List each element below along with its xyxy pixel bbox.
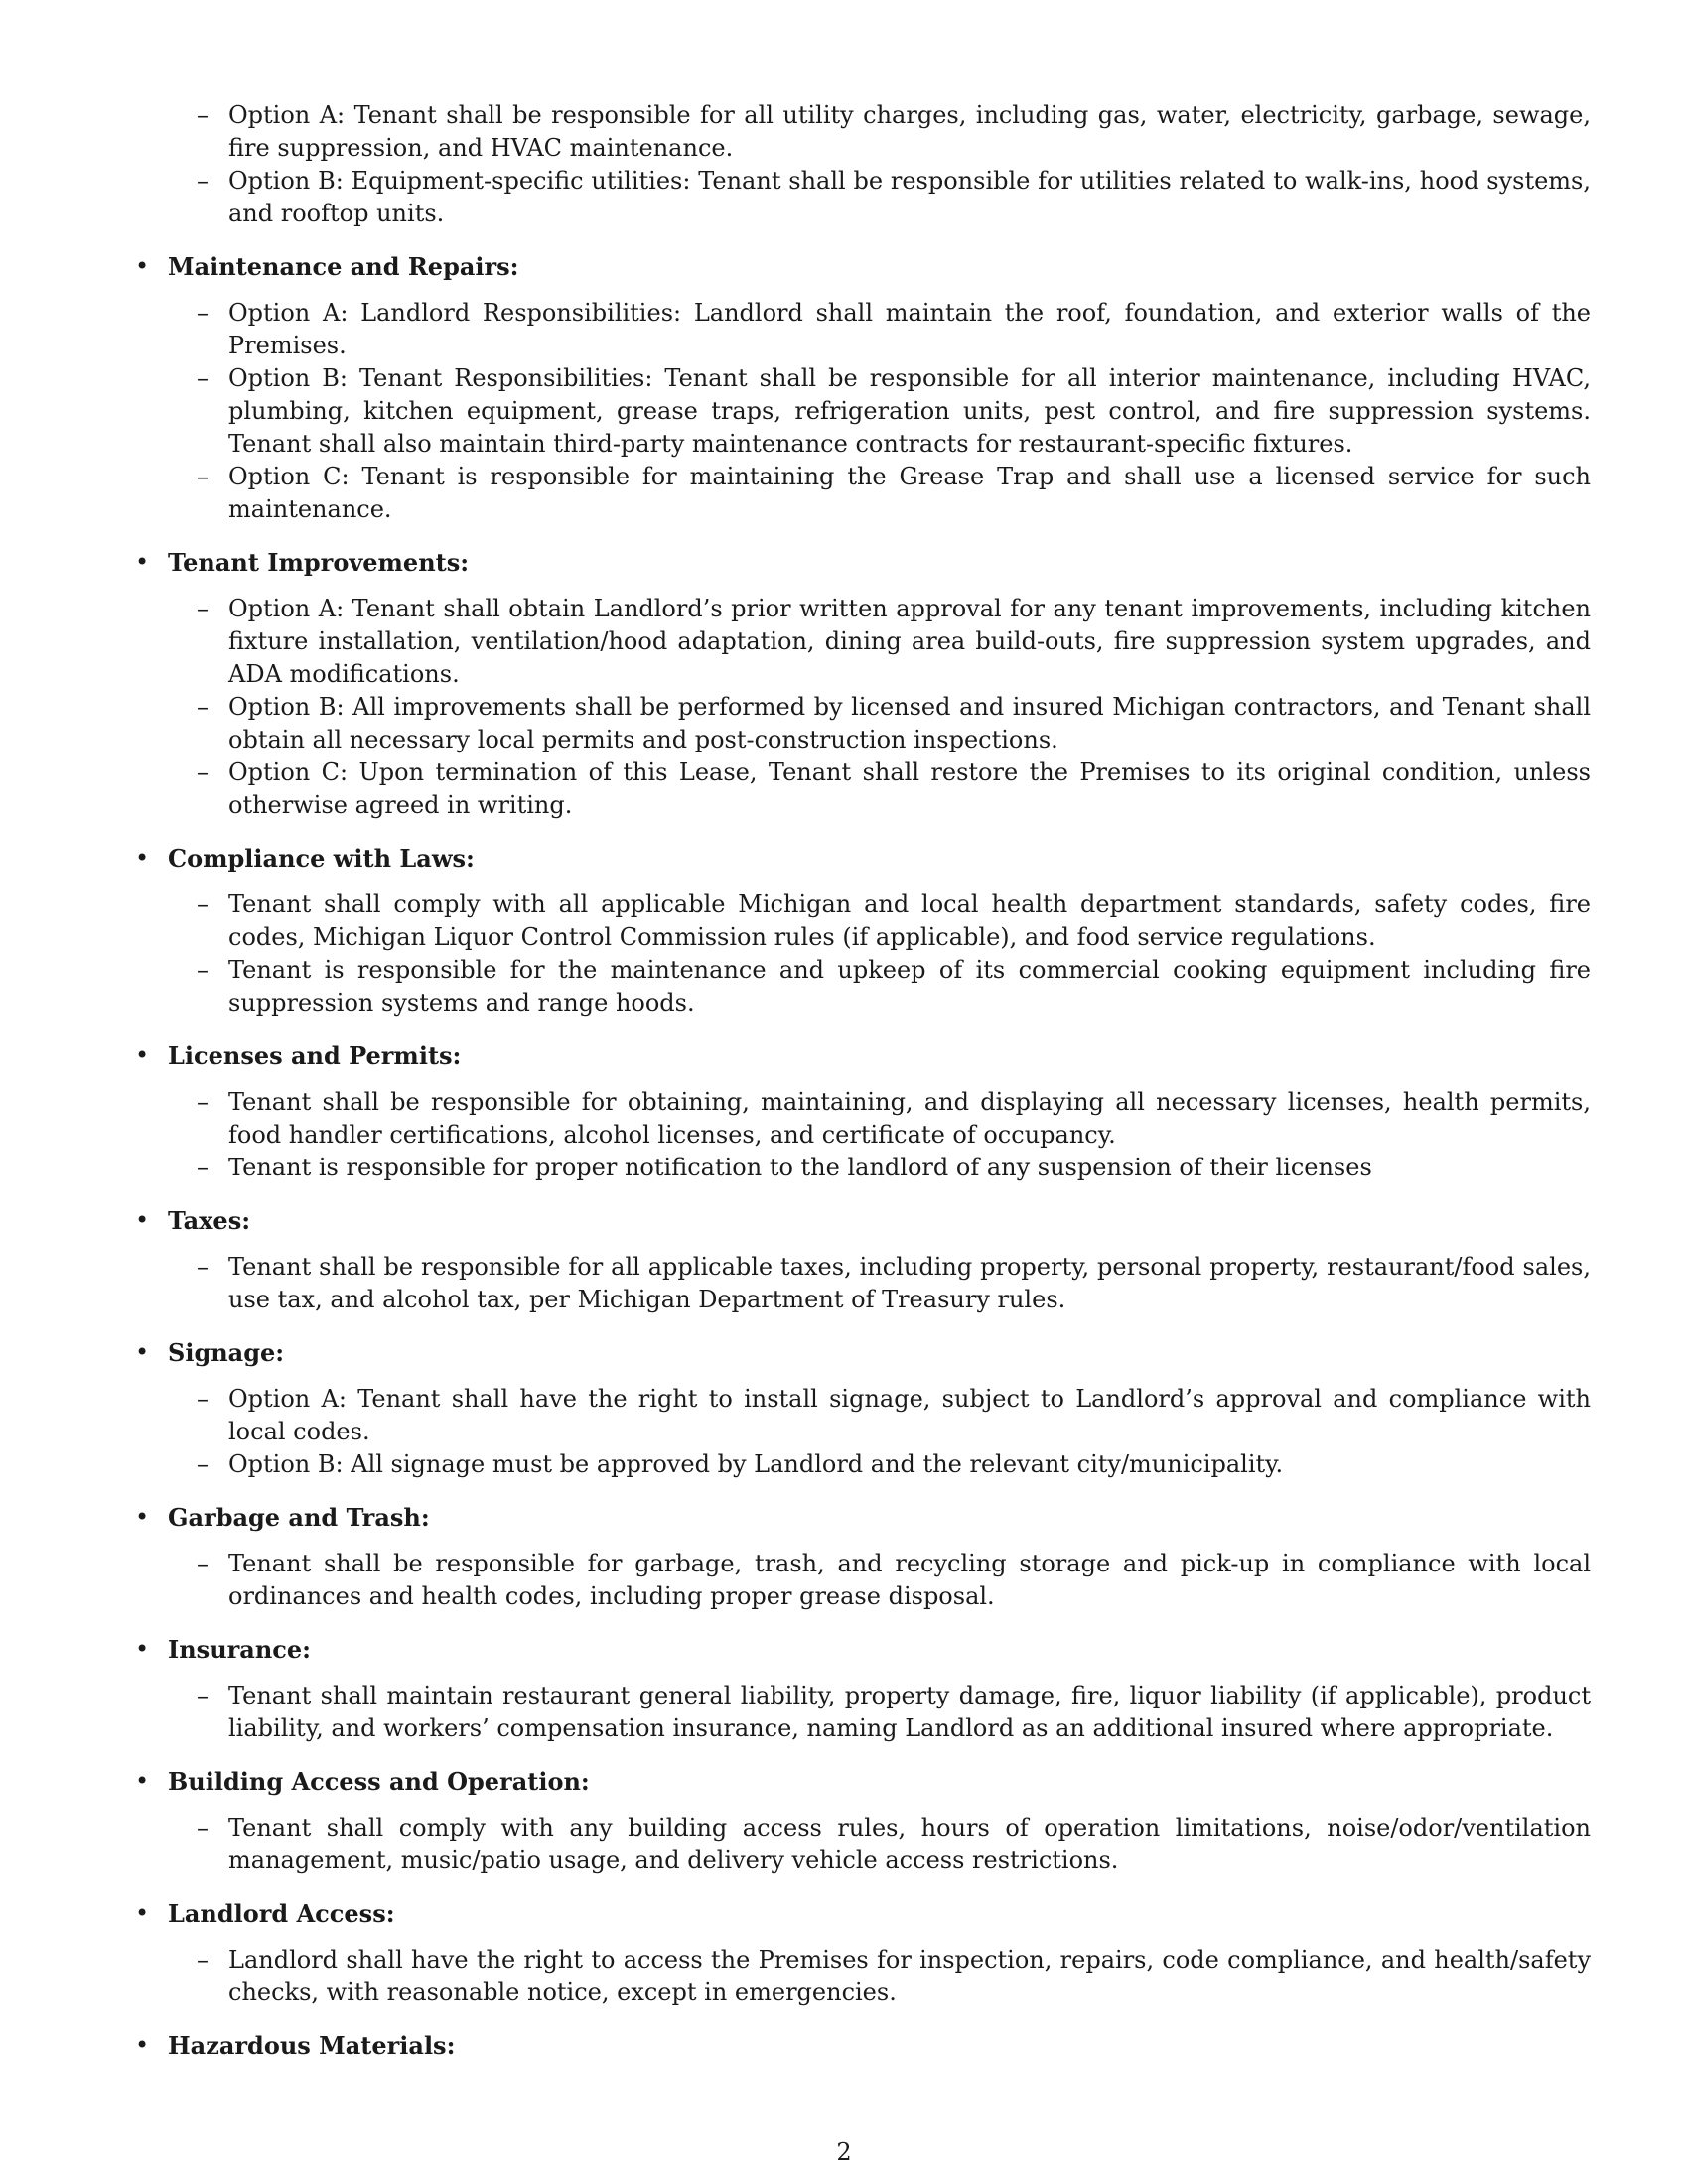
section-heading: • Garbage and Trash:: [135, 1503, 430, 1532]
list-item: – Tenant shall be responsible for obtaining, maintaining, and displaying all necessary licenses, health permits, food handler certifications, alcohol licenses, and certificate of occupancy.: [197, 1088, 1591, 1149]
bullet-marker: •: [135, 1899, 150, 1927]
list-item: – Tenant is responsible for the maintenance and upkeep of its commercial cooking equipment including fire suppression systems and range hoods.: [197, 956, 1591, 1017]
section-licenses-and-permits: [0, 1039, 1688, 1184]
section-maintenance-and-repairs: [0, 250, 1688, 526]
section-tenant-improvements: [0, 546, 1688, 822]
section-heading: • Signage:: [135, 1338, 285, 1367]
dash-marker: –: [197, 1253, 209, 1281]
sub-item-list: [0, 1251, 1688, 1316]
dash-marker: –: [197, 693, 209, 721]
section-heading: • Building Access and Operation:: [135, 1767, 590, 1796]
page-number: 2: [836, 2138, 852, 2166]
sub-item-list: [0, 1383, 1688, 1481]
list-item: – Tenant shall comply with all applicable Michigan and local health department standards, safety codes, fire codes, Michigan Liquor Control Commission rules (if applicable), and food service regulations.: [197, 890, 1591, 951]
list-item: – Option C: Tenant is responsible for maintaining the Grease Trap and shall use a licensed service for such maintenance.: [197, 463, 1591, 523]
dash-marker: –: [197, 956, 209, 984]
section-heading: • Hazardous Materials:: [135, 2031, 456, 2060]
sub-item-list: [0, 297, 1688, 526]
list-item: – Option B: Equipment-specific utilities: Tenant shall be responsible for utilities related to walk-ins, hood systems, and rooftop units.: [197, 167, 1591, 227]
sub-item-list: [0, 1548, 1688, 1613]
dash-marker: –: [197, 1814, 209, 1842]
section-landlord-access: [0, 1897, 1688, 2009]
bullet-marker: •: [135, 1041, 150, 1069]
section-building-access-and-operation: [0, 1765, 1688, 1877]
sub-item-list: [0, 1944, 1688, 2009]
dash-marker: –: [197, 1385, 209, 1413]
sub-item-list: [0, 1680, 1688, 1745]
list-item: – Option B: Tenant Responsibilities: Tenant shall be responsible for all interior maintenance, including HVAC, plumbing, kitchen equipment, grease traps, refrigeration units, pest control, and fire suppression systems. Tenant shall also maintain third-party maintenance contracts for restaurant-specific fixtures.: [197, 364, 1591, 458]
dash-marker: –: [197, 1682, 209, 1709]
list-item: – Option A: Tenant shall have the right to install signage, subject to Landlord’s approval and compliance with local codes.: [197, 1385, 1591, 1445]
dash-marker: –: [197, 890, 209, 918]
sub-item-list: [0, 593, 1688, 822]
dash-marker: –: [197, 1088, 209, 1116]
section-utilities-continued: [0, 99, 1688, 230]
list-item: – Option B: All improvements shall be performed by licensed and insured Michigan contractors, and Tenant shall obtain all necessary local permits and post-construction inspections.: [197, 693, 1591, 753]
section-heading: • Insurance:: [135, 1635, 312, 1664]
section-heading: • Compliance with Laws:: [135, 844, 475, 873]
list-item: – Tenant is responsible for proper notification to the landlord of any suspension of their licenses: [0, 1152, 1688, 1184]
section-heading: • Landlord Access:: [135, 1899, 395, 1928]
section-list: [0, 99, 1688, 2062]
section-hazardous-materials: [0, 2029, 1688, 2062]
list-item: – Landlord shall have the right to access the Premises for inspection, repairs, code compliance, and health/safety checks, with reasonable notice, except in emergencies.: [197, 1946, 1591, 2006]
bullet-marker: •: [135, 1635, 150, 1663]
sub-item-list: [0, 1812, 1688, 1877]
page-content: [0, 99, 1688, 2082]
section-insurance: [0, 1633, 1688, 1745]
list-item: – Option B: All signage must be approved by Landlord and the relevant city/municipality.: [0, 1448, 1688, 1481]
list-item: – Tenant shall be responsible for all applicable taxes, including property, personal property, restaurant/food sales, use tax, and alcohol tax, per Michigan Department of Treasury rules.: [197, 1253, 1591, 1313]
dash-marker: –: [197, 1550, 209, 1577]
dash-marker: –: [197, 101, 209, 129]
dash-marker: –: [197, 364, 209, 392]
section-heading: • Tenant Improvements:: [135, 548, 470, 577]
list-item: – Tenant shall comply with any building access rules, hours of operation limitations, noise/odor/ventilation management, music/patio usage, and delivery vehicle access restrictions.: [197, 1814, 1591, 1874]
list-item: – Option A: Tenant shall be responsible for all utility charges, including gas, water, electricity, garbage, sewage, fire suppression, and HVAC maintenance.: [197, 101, 1591, 162]
list-item: – Tenant shall be responsible for garbage, trash, and recycling storage and pick-up in compliance with local ordinances and health codes, including proper grease disposal.: [197, 1550, 1591, 1610]
section-signage: [0, 1336, 1688, 1481]
section-heading: • Maintenance and Repairs:: [135, 252, 519, 281]
dash-marker: –: [197, 299, 209, 327]
list-item: – Option A: Landlord Responsibilities: Landlord shall maintain the roof, foundation, and exterior walls of the Premises.: [197, 299, 1591, 359]
list-item: – Option A: Tenant shall obtain Landlord’s prior written approval for any tenant improvements, including kitchen fixture installation, ventilation/hood adaptation, dining area build-outs, fire suppression system upgrades, and ADA modifications.: [197, 595, 1591, 688]
sub-item-list: [0, 1086, 1688, 1184]
section-compliance-with-laws: [0, 842, 1688, 1020]
bullet-marker: •: [135, 2031, 150, 2059]
dash-marker: –: [197, 167, 209, 195]
dash-marker: –: [197, 595, 209, 622]
dash-marker: –: [197, 1946, 209, 1974]
list-item: – Option C: Upon termination of this Lease, Tenant shall restore the Premises to its original condition, unless otherwise agreed in writing.: [197, 758, 1591, 819]
bullet-marker: •: [135, 252, 150, 280]
bullet-marker: •: [135, 1767, 150, 1795]
section-garbage-and-trash: [0, 1501, 1688, 1613]
dash-marker: –: [197, 1154, 209, 1181]
list-item: – Tenant shall maintain restaurant general liability, property damage, fire, liquor liability (if applicable), product liability, and workers’ compensation insurance, naming Landlord as an additional insured where appropriate.: [197, 1682, 1591, 1742]
section-heading: • Taxes:: [135, 1206, 251, 1235]
bullet-marker: •: [135, 1503, 150, 1531]
sub-item-list: [0, 99, 1688, 230]
bullet-marker: •: [135, 548, 150, 576]
sub-item-list: [0, 888, 1688, 1020]
dash-marker: –: [197, 758, 209, 786]
bullet-marker: •: [135, 1206, 150, 1234]
dash-marker: –: [197, 1450, 209, 1478]
dash-marker: –: [197, 463, 209, 490]
section-taxes: [0, 1204, 1688, 1316]
bullet-marker: •: [135, 844, 150, 872]
section-heading: • Licenses and Permits:: [135, 1041, 462, 1070]
bullet-marker: •: [135, 1338, 150, 1366]
